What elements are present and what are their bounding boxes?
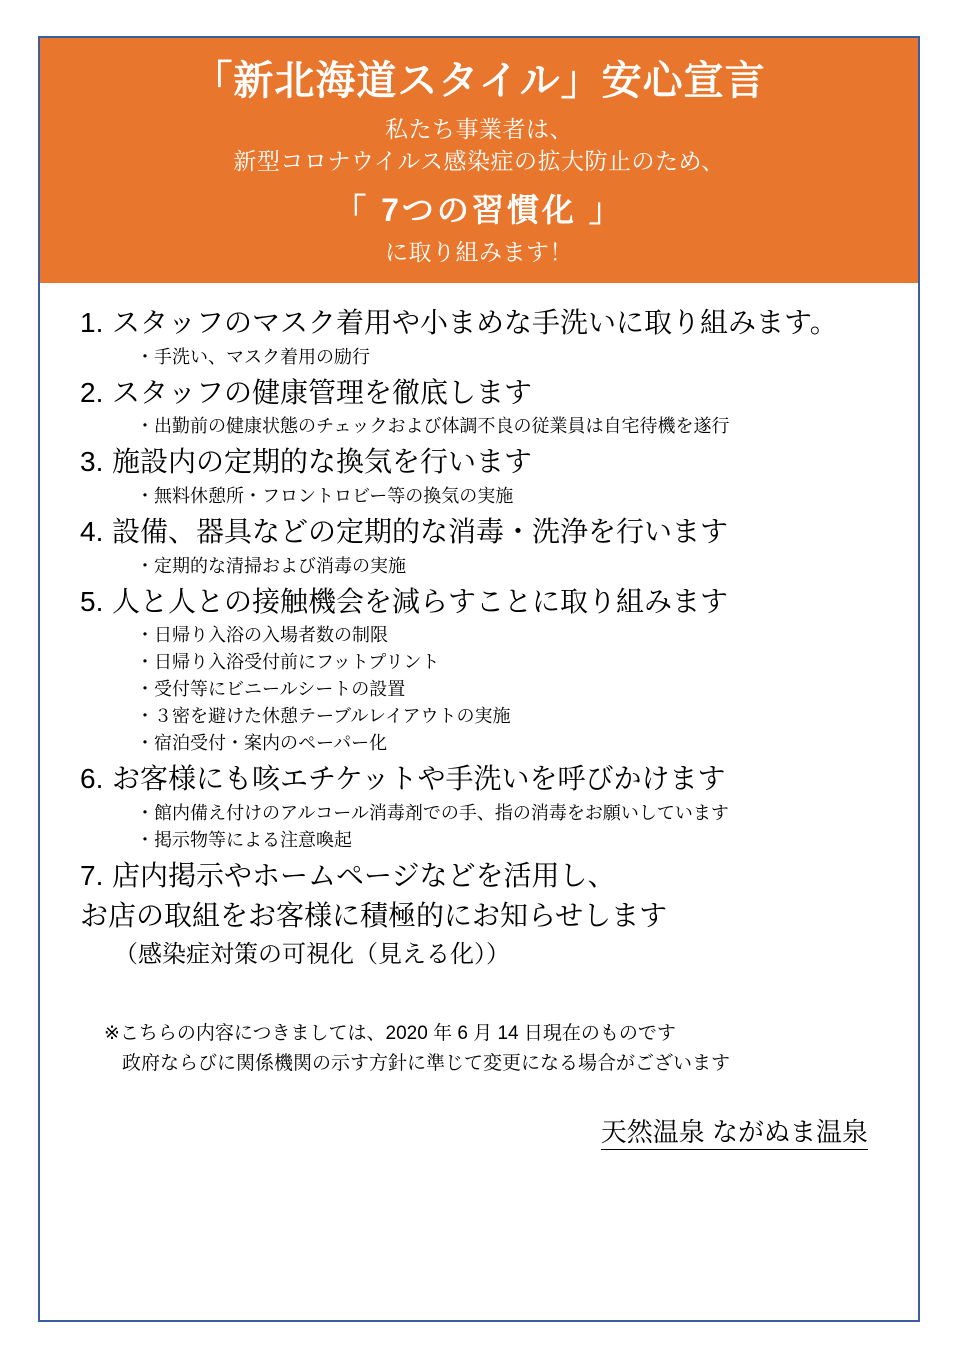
list-item [66,303,892,371]
signature [66,1112,892,1149]
item-5-sub-3-text: 受付等にビニールシートの設置 [154,679,406,700]
item-6-number: 6. [80,763,104,795]
item-5-sub-5 [66,730,892,757]
item-7-main [66,856,892,897]
item-2-sub-1 [66,413,892,440]
bullet-icon: ・ [136,829,154,850]
item-5-sub-3 [66,676,892,703]
bullet-icon: ・ [136,485,154,506]
item-5-sub-4-text: ３密を避けた休憩テーブルレイアウトの実施 [154,706,511,727]
item-4-number: 4. [80,515,104,547]
signature-text: 天然温泉 ながぬま温泉 [601,1117,868,1150]
item-4-sub-1-text: 定期的な清掃および消毒の実施 [154,555,406,576]
item-3-sub-1 [66,483,892,510]
item-1-main [66,303,892,344]
bullet-icon: ・ [136,733,154,754]
item-4-sub-1 [66,553,892,580]
item-5-sub-2-text: 日帰り入浴受付前にフットプリント [154,652,440,673]
header-subtitle-line-3: に取り組みます！ [385,239,573,266]
item-3-sub-1-text: 無料休憩所・フロントロビー等の換気の実施 [154,485,514,506]
list-item [66,856,892,973]
poster [38,36,920,1322]
item-2-number: 2. [80,376,104,408]
header-emphasis: 「 7つの習慣化 」 [334,192,624,229]
poster-header [40,38,918,283]
item-5-number: 5. [80,585,104,617]
item-6-main [66,759,892,800]
footer-notes [66,1019,892,1080]
item-5-sub-5-text: 宿泊受付・案内のペーパー化 [154,733,388,754]
footer-note-line-2: 政府ならびに関係機関の示す方針に準じて変更になる場合がございます [122,1053,731,1075]
item-4-text: 設備、器具などの定期的な消毒・洗浄を行います [112,515,729,547]
item-4-main [66,512,892,553]
bullet-icon: ・ [136,679,154,700]
item-5-sub-4 [66,703,892,730]
item-6-sub-1 [66,800,892,827]
item-2-text: スタッフの健康管理を徹底します [112,376,533,408]
item-5-sub-1-text: 日帰り入浴の入場者数の制限 [154,625,388,646]
list-item [66,442,892,510]
item-5-sub-1 [66,622,892,649]
item-7-text: 店内掲示やホームページなどを活用し、 [112,859,616,891]
item-2-main [66,373,892,414]
bullet-icon: ・ [136,802,154,823]
item-5-sub-2 [66,649,892,676]
bullet-icon: ・ [136,416,154,437]
item-5-text: 人と人との接触機会を減らすことに取り組みます [112,585,729,617]
item-5-main [66,582,892,623]
item-6-sub-2 [66,827,892,854]
item-3-number: 3. [80,446,104,478]
poster-body [40,283,918,1159]
list-item [66,759,892,854]
list-item [66,512,892,580]
footer-note-line-1: ※こちらの内容につきましては、2020 年 6 月 14 日現在のものです [104,1022,676,1044]
bullet-icon: ・ [136,346,154,367]
item-3-text: 施設内の定期的な換気を行います [112,446,533,478]
item-1-sub-1 [66,344,892,371]
item-7-number: 7. [80,859,104,891]
list-item [66,582,892,758]
list-item [66,373,892,441]
item-7-continuation: お店の取組をお客様に積極的にお知らせします [80,900,668,932]
item-2-sub-1-text: 出勤前の健康状態のチェックおよび体調不良の従業員は自宅待機を遂行 [154,416,730,437]
header-subtitle-line-2: 新型コロナウイルス感染症の拡大防止のため、 [233,148,725,175]
item-1-sub-1-text: 手洗い、マスク着用の励行 [154,346,370,367]
item-7-note: （感染症対策の可視化（見える化）） [114,940,510,968]
item-1-text: スタッフのマスク着用や小まめな手洗いに取り組みます。 [112,307,838,339]
header-subtitle-line-1: 私たち事業者は、 [385,116,573,142]
bullet-icon: ・ [136,652,154,673]
item-6-sub-1-text: 館内備え付けのアルコール消毒剤での手、指の消毒をお願いしています [154,802,729,823]
bullet-icon: ・ [136,625,154,646]
poster-title: 「新北海道スタイル」安心宣言 [192,59,766,103]
item-3-main [66,442,892,483]
item-6-sub-2-text: 掲示物等による注意喚起 [154,829,352,850]
bullet-icon: ・ [136,706,154,727]
item-6-text: お客様にも咳エチケットや手洗いを呼びかけます [112,763,726,795]
item-1-number: 1. [80,307,104,339]
bullet-icon: ・ [136,555,154,576]
